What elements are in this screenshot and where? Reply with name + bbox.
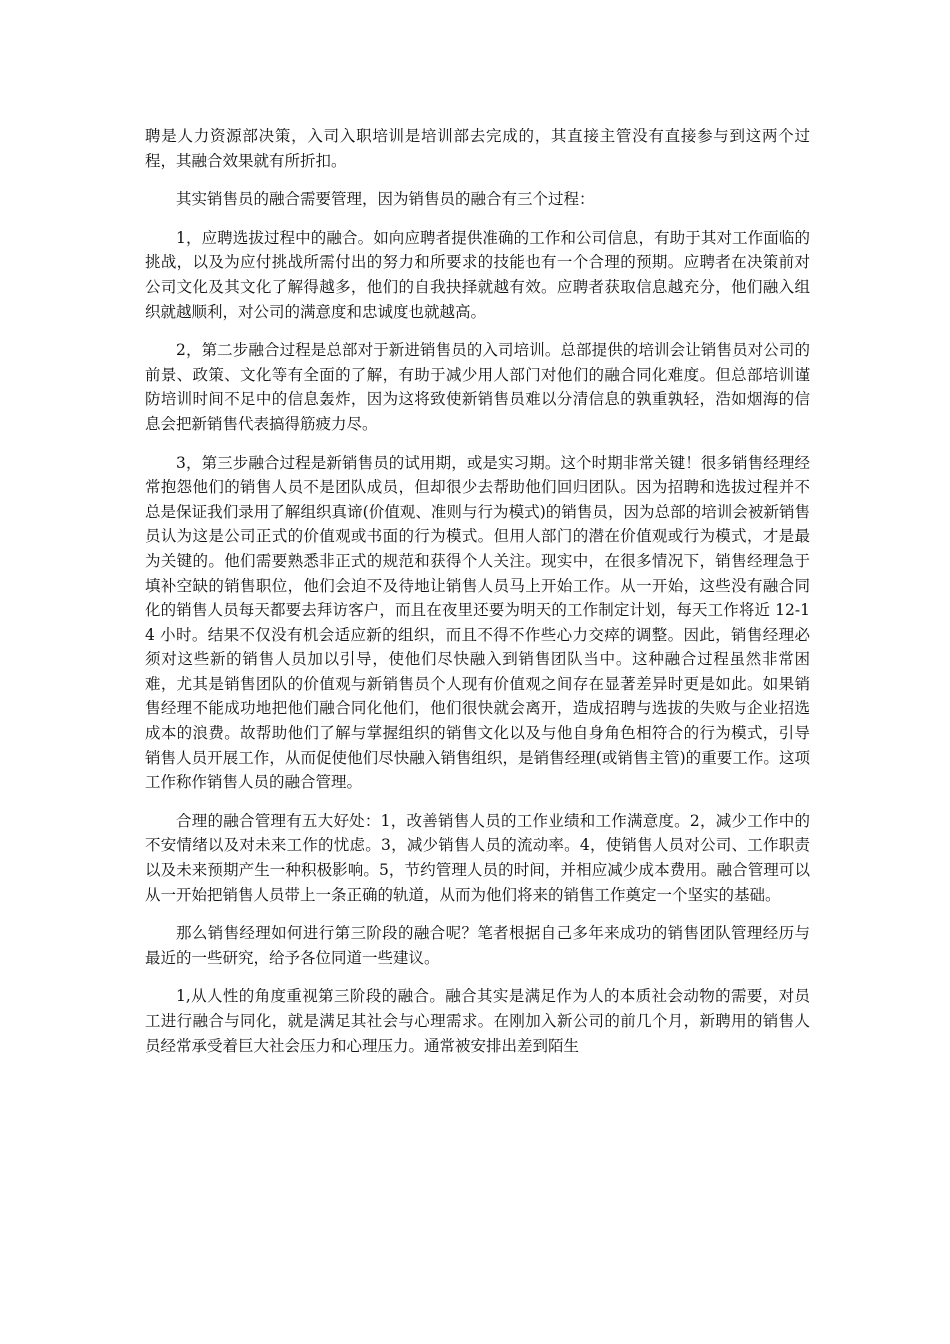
paragraph-continuation: 聘是人力资源部决策，入司入职培训是培训部去完成的，其直接主管没有直接参与到这两个过程，其融合效果就有所折扣。 xyxy=(145,127,810,170)
paragraph-step-3: 3，第三步融合过程是新销售员的试用期，或是实习期。这个时期非常关键！很多销售经理经常抱怨他们的销售人员不是团队成员，但却很少去帮助他们回归团队。因为招聘和选拔过程并不总是保证我们录用了解组织真谛(价值观、准则与行为模式)的销售员，因为总部的培训会被新销售员认为这是公司正式的价值观或书面的行为模式。但用人部门的潜在价值观或行为模式，才是最为关键的。他们需要熟悉非正式的规范和获得个人关注。现实中，在很多情况下，销售经理急于填补空缺的销售职位，他们会迫不及待地让销售人员马上开始工作。从一开始，这些没有融合同化的销售人员每天都要去拜访客户，而且在夜里还要为明天的工作制定计划，每天工作将近 12-14 小时。结果不仅没有机会适应新的组织，而且不得不作些心力交瘁的调整。因此，销售经理必须对这些新的销售人员加以引导，使他们尽快融入到销售团队当中。这种融合过程虽然非常困难，尤其是销售团队的价值观与新销售员个人现有价值观之间存在显著差异时更是如此。如果销售经理不能成功地把他们融合同化他们，他们很快就会离开，造成招聘与选拔的失败与企业招选成本的浪费。故帮助他们了解与掌握组织的销售文化以及与他自身角色相符合的行为模式，引导销售人员开展工作，从而促使他们尽快融入销售组织，是销售经理(或销售主管)的重要工作。这项工作称作销售人员的融合管理。 xyxy=(145,453,810,792)
paragraph-question: 那么销售经理如何进行第三阶段的融合呢？笔者根据自己多年来成功的销售团队管理经历与最近的一些研究，给予各位同道一些建议。 xyxy=(145,924,810,967)
paragraph-benefits: 合理的融合管理有五大好处：1，改善销售人员的工作业绩和工作满意度。2，减少工作中的不安情绪以及对未来工作的忧虑。3，减少销售人员的流动率。4，使销售人员对公司、工作职责以及未来预期产生一种积极影响。5，节约管理人员的时间，并相应减少成本费用。融合管理可以从一开始把销售人员带上一条正确的轨道，从而为他们将来的销售工作奠定一个坚实的基础。 xyxy=(145,811,810,904)
paragraph-suggestion-1: 1,从人性的角度重视第三阶段的融合。融合其实是满足作为人的本质社会动物的需要，对员工进行融合与同化，就是满足其社会与心理需求。在刚加入新公司的前几个月，新聘用的销售人员经常承受着巨大社会压力和心理压力。通常被安排出差到陌生 xyxy=(145,987,810,1055)
paragraph-intro: 其实销售员的融合需要管理，因为销售员的融合有三个过程： xyxy=(176,190,595,209)
paragraph-step-1: 1，应聘选拔过程中的融合。如向应聘者提供准确的工作和公司信息，有助于其对工作面临的挑战，以及为应付挑战所需付出的努力和所要求的技能也有一个合理的预期。应聘者在决策前对公司文化及其文化了解得越多，他们的自我抉择就越有效。应聘者获取信息越充分，他们融入组织就越顺利，对公司的满意度和忠诚度也就越高。 xyxy=(145,228,810,321)
paragraph-step-2: 2，第二步融合过程是总部对于新进销售员的入司培训。总部提供的培训会让销售员对公司的前景、政策、文化等有全面的了解，有助于减少用人部门对他们的融合同化难度。但总部培训谨防培训时间不足中的信息轰炸，因为这将致使新销售员难以分清信息的孰重孰轻，浩如烟海的信息会把新销售代表搞得筋疲力尽。 xyxy=(145,341,810,433)
document-page xyxy=(145,124,810,1072)
